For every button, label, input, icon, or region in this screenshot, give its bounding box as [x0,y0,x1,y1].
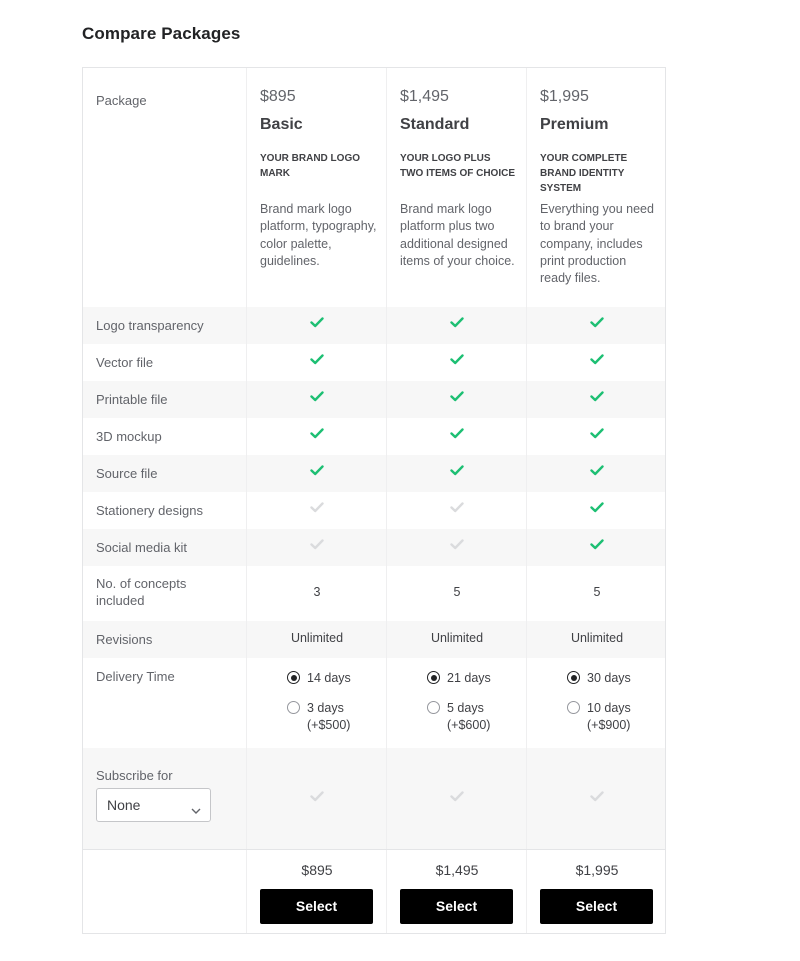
delivery-option[interactable] [427,700,490,734]
package-column-basic [247,68,387,307]
feature-cell-standard [387,307,527,344]
check-disabled-icon [590,791,604,803]
delivery-option-label: 21 days [447,671,491,685]
delivery-option-extra: (+$600) [447,718,491,732]
feature-label: Social media kit [96,540,188,555]
revisions-cell-basic [247,621,387,658]
package-price: $1,995 [540,88,589,105]
subscribe-cell-standard [387,748,527,850]
concepts-cell-standard [387,566,527,621]
check-disabled-icon [310,791,324,803]
feature-cell-standard [387,381,527,418]
package-tagline: YOUR COMPLETE BRAND IDENTITY SYSTEM [540,153,628,194]
footer-divider [83,849,665,850]
delivery-option-label: 5 days [447,701,484,715]
check-disabled-icon [450,791,464,803]
feature-label: Source file [96,466,158,481]
radio-button-selected[interactable] [287,671,300,684]
revisions-row [83,621,665,658]
concepts-row [83,566,665,621]
check-icon [450,317,464,329]
feature-row [83,381,665,418]
feature-row [83,344,665,381]
footer-price: $1,495 [435,862,479,878]
concepts-row-label: No. of concepts included [96,576,187,608]
package-header-row [83,68,665,307]
feature-cell-basic [247,529,387,566]
delivery-option-label: 10 days [587,701,631,715]
feature-cell-standard [387,492,527,529]
concepts-cell-basic [247,566,387,621]
delivery-option[interactable] [287,700,350,734]
package-row-label: Package [96,93,147,108]
subscribe-row [83,748,665,850]
check-icon [310,317,324,329]
check-disabled-icon [450,539,464,551]
feature-cell-standard [387,344,527,381]
feature-label: Logo transparency [96,318,204,333]
package-description: Everything you need to brand your company, includes print production ready files. [540,202,654,286]
check-icon [590,317,604,329]
delivery-option[interactable] [567,700,631,734]
feature-label: Printable file [96,392,168,407]
revisions-cell-premium [527,621,667,658]
feature-cell-basic [247,492,387,529]
revisions-row-label: Revisions [96,632,153,647]
footer-price: $895 [301,862,333,878]
delivery-option-label-group [587,700,631,734]
radio-button[interactable] [287,701,300,714]
chevron-down-icon [191,801,201,817]
radio-button[interactable] [427,701,440,714]
check-icon [310,391,324,403]
feature-row [83,529,665,566]
feature-row [83,492,665,529]
feature-label: Vector file [96,355,154,370]
feature-cell-standard [387,455,527,492]
feature-cell-standard [387,418,527,455]
delivery-option[interactable] [427,670,491,687]
package-price: $895 [260,88,296,105]
select-standard-button[interactable]: Select [400,889,513,924]
radio-button[interactable] [567,701,580,714]
radio-button-selected[interactable] [567,671,580,684]
check-icon [450,354,464,366]
concepts-cell-premium [527,566,667,621]
check-icon [590,502,604,514]
check-icon [310,354,324,366]
package-column-standard [387,68,527,307]
footer-cell-premium [527,850,667,935]
subscribe-select-value: None [107,797,141,813]
column-divider [246,68,247,933]
package-description: Brand mark logo platform, typography, color palette, guidelines. [260,202,377,268]
footer-row [83,850,665,935]
package-name: Standard [400,116,470,133]
feature-cell-premium [527,381,667,418]
feature-cell-premium [527,529,667,566]
check-icon [590,428,604,440]
subscribe-select[interactable] [96,788,211,822]
feature-cell-basic [247,381,387,418]
subscribe-cell-basic [247,748,387,850]
delivery-option[interactable] [567,670,631,687]
package-price: $1,495 [400,88,449,105]
column-divider [526,68,527,933]
delivery-option-label: 30 days [587,671,631,685]
check-icon [590,391,604,403]
delivery-cell-premium [527,658,667,748]
delivery-option-label-group [447,700,490,734]
package-name: Basic [260,116,303,133]
delivery-row [83,658,665,748]
feature-row [83,418,665,455]
delivery-option-extra: (+$900) [587,718,631,732]
revisions-value: Unlimited [570,631,624,645]
package-tagline: YOUR BRAND LOGO MARK [260,153,360,179]
package-name: Premium [540,116,609,133]
concepts-value: 3 [313,585,321,599]
footer-cell-basic [247,850,387,935]
revisions-cell-standard [387,621,527,658]
feature-cell-basic [247,344,387,381]
compare-packages-table [82,67,666,934]
delivery-cell-basic [247,658,387,748]
column-divider [386,68,387,933]
delivery-option[interactable] [287,670,351,687]
feature-label: Stationery designs [96,503,203,518]
feature-cell-premium [527,307,667,344]
delivery-cell-standard [387,658,527,748]
feature-label: 3D mockup [96,429,162,444]
subscribe-cell-premium [527,748,667,850]
check-icon [450,428,464,440]
feature-cell-premium [527,455,667,492]
select-premium-button[interactable]: Select [540,889,653,924]
package-column-premium [527,68,667,307]
check-icon [590,539,604,551]
delivery-option-label: 14 days [307,671,351,685]
check-disabled-icon [310,539,324,551]
feature-cell-basic [247,418,387,455]
feature-row [83,307,665,344]
feature-cell-premium [527,492,667,529]
delivery-option-label: 3 days [307,701,344,715]
page-title: Compare Packages [82,24,241,43]
revisions-value: Unlimited [430,631,484,645]
delivery-option-extra: (+$500) [307,718,351,732]
package-tagline: YOUR LOGO PLUS TWO ITEMS OF CHOICE [400,153,515,179]
check-icon [590,354,604,366]
delivery-option-label-group [307,700,350,734]
footer-cell-standard [387,850,527,935]
radio-button-selected[interactable] [427,671,440,684]
feature-cell-premium [527,418,667,455]
package-description: Brand mark logo platform plus two additional designed items of your choice. [400,202,515,268]
delivery-row-label: Delivery Time [96,669,175,684]
revisions-value: Unlimited [290,631,344,645]
feature-cell-standard [387,529,527,566]
check-icon [450,391,464,403]
concepts-value: 5 [593,585,601,599]
feature-cell-basic [247,455,387,492]
subscribe-row-label: Subscribe for [96,768,173,783]
feature-cell-premium [527,344,667,381]
check-icon [310,465,324,477]
check-icon [310,428,324,440]
check-disabled-icon [450,502,464,514]
feature-cell-basic [247,307,387,344]
select-basic-button[interactable]: Select [260,889,373,924]
feature-row [83,455,665,492]
check-icon [590,465,604,477]
footer-price: $1,995 [575,862,619,878]
check-icon [450,465,464,477]
concepts-value: 5 [453,585,461,599]
check-disabled-icon [310,502,324,514]
